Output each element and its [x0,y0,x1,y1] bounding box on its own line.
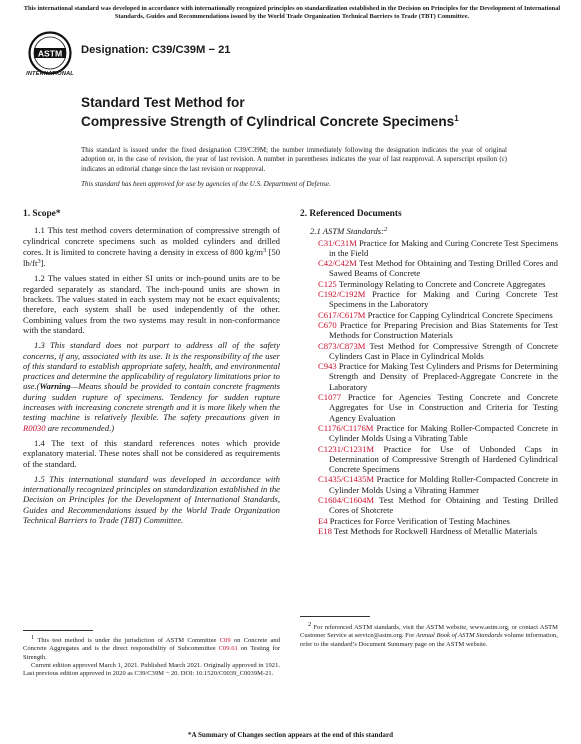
reference-title: Practice for Making and Curing Concrete Test Specimens in the Field [329,237,558,258]
referenced-docs-heading: 2. Referenced Documents [300,209,402,219]
summary-of-changes-note: *A Summary of Changes section appears at the end of this standard [187,731,394,739]
reference-code-link[interactable]: C42/C42M [318,258,357,269]
reference-title: Practices for Force Verification of Testing Machines [327,515,510,526]
reference-item [310,341,558,362]
reference-code-link[interactable]: C1176/C1176M [318,422,374,433]
left-column [23,209,280,530]
reference-item [310,526,558,536]
reference-code-link[interactable]: C125 [318,278,337,289]
reference-code-link[interactable]: C192/C192M [318,289,366,300]
issued-note: This standard is issued under the fixed designation C39/C39M; the number immediately following the designation indicates the year of original adoption or, in the case of revision, the year of last revision. A number in parentheses indicates the year of last reapproval. A superscript epsilon (ε) indicates an editorial change since the last revision or reapproval. [81,146,507,173]
reference-code-link[interactable]: E18 [318,525,332,536]
reference-title: Practice for Making Test Cylinders and Prisms for Determining Strength and Density of Preplaced-Aggregate Concrete in the Laboratory [329,361,558,392]
reference-code-link[interactable]: C1231/C1231M [318,443,375,454]
para-1-2: 1.2 The values stated in either SI units or inch-pound units are to be regarded separately as standard. The inch-pound units are shown in brackets. The values stated in each system may not be exact equivalents; therefore, each system shall be used independently of the other. Combining values from the two systems may result in non-conformance with the standard. [23,273,280,335]
astm-logo-icon [28,31,72,75]
reference-code-link[interactable]: C617/C617M [318,309,366,320]
title-line-1: Standard Test Method for [81,95,245,110]
right-column [300,209,558,536]
reference-code-link[interactable]: C670 [318,319,337,330]
reference-item [310,423,558,444]
reference-code-link[interactable]: C1604/C1604M [318,495,375,506]
reference-title: Test Method for Obtaining and Testing Drilled Cores and Sawed Beams of Concrete [329,258,558,279]
logo-wordmark: INTERNATIONAL [26,71,74,77]
reference-code-link[interactable]: C1435/C1435M [318,474,375,485]
reference-title: Practice for Making Roller-Compacted Concrete in Cylinder Molds Using a Vibrating Table [329,422,558,444]
ref-link-R0030[interactable]: R0030 [23,422,46,433]
logo-text: ASTM [37,48,63,59]
reference-item [310,495,558,516]
reference-list [300,238,558,537]
approved-note: This standard has been approved for use by agencies of the U.S. Department of Defense. [81,180,331,188]
reference-item [310,238,558,259]
footnote-2: 2 For referenced ASTM standards, visit the ASTM website, www.astm.org, or contact ASTM Customer Service at service@astm.org. For Annual Book of ASTM Standards volume information, refer to the standard’s Document Summary page on the ASTM website. [300,621,558,648]
para-1-5: 1.5 This international standard was developed in accordance with internationally recognized principles on standardization established in the Decision on Principles for the Development of International Standards, Guides and Recommendations issued by the World Trade Organization Technical Barriers to Trade (TBT) Committee. [23,473,280,526]
reference-title: Practice for Making and Curing Concrete Test Specimens in the Laboratory [329,289,558,310]
reference-code-link[interactable]: C873/C873M [318,340,366,351]
reference-item [310,444,558,475]
reference-item [310,279,558,289]
reference-item [310,392,558,423]
document-title [81,95,459,129]
reference-item [310,258,558,279]
title-line-2: Compressive Strength of Cylindrical Concrete Specimens$^1$ [81,113,459,129]
reference-code-link[interactable]: C1077 [318,392,342,403]
link-C09[interactable]: C09 [219,637,231,644]
reference-title: Test Methods for Rockwell Hardness of Metallic Materials [331,525,538,536]
reference-item [310,289,558,310]
reference-title: Practice for Preparing Precision and Bias Statements for Test Methods for Construction Materials [329,319,558,341]
reference-title: Practice for Capping Cylindrical Concrete Specimens [365,309,553,320]
reference-item [310,361,558,392]
reference-title: Practice for Agencies Testing Concrete and Concrete Aggregates for Use in Construction and Criteria for Testing Agency Evaluation [329,392,558,423]
reference-title: Test Method for Compressive Strength of Concrete Cylinders Cast in Place in Cylindrical Molds [329,340,558,361]
reference-item [310,310,558,320]
reference-title: Practice for Use of Unbonded Caps in Determination of Compressive Strength of Hardened Cylindrical Concrete Specimens [329,443,558,475]
designation: Designation: C39/C39M − 21 [81,44,231,56]
reference-item [310,516,558,526]
reference-item [310,474,558,495]
para-1-3: 1.3 This standard does not purport to address all of the safety concerns, if any, associated with its use. It is the responsibility of the user of this standard to establish appropriate safety, health, and environmental practices and determine the applicability of regulatory limitations prior to use.(Warning—Means should be provided to contain concrete fragments during sudden rupture of specimens. Tendency for sudden rupture increases with increasing concrete strength and it is more likely when the testing machine is relatively flexible. The safety precautions given in R0030 are recommended.) [23,340,280,433]
reference-item [310,320,558,341]
astm-standards-subheading: 2.1 ASTM Standards:$^2$ [310,226,388,237]
reference-title: Terminology Relating to Concrete and Concrete Aggregates [336,278,546,289]
footnote-1: 1 This test method is under the jurisdiction of ASTM Committee C09 on Concrete and Concrete Aggregates and is the direct responsibility of Subcommittee C09.61 on Testing for Strength. Current edition approved March 1, 2021. Published March 2021. Originally approved in 1921. Last previous edition approved in 2020 as C39/C39M − 20. DOI: 10.1520/C0039_C0039M-21. [23,634,281,678]
footnote-rule-right [300,616,370,617]
para-1-4: 1.4 The text of this standard references notes which provide explanatory material. These notes shall not be considered as requirements of the standard. [23,437,280,469]
warning-label: Warning [39,381,71,392]
reference-title: Test Method for Obtaining and Testing Drilled Cores of Shotcrete [329,495,558,516]
footnote-marker: 1 [454,113,459,123]
reference-title: Practice for Molding Roller-Compacted Concrete in Cylinder Molds Using a Vibrating Hammer [329,474,558,495]
reference-code-link[interactable]: E4 [318,515,328,526]
reference-code-link[interactable]: C31/C31M [318,237,357,248]
footnote-rule-left [23,630,93,631]
para-1-1: 1.1 This test method covers determination of compressive strength of cylindrical concrete specimens such as molded cylinders and drilled cores. It is limited to concrete having a density in excess of 800 $kg/m^3$ [50 $lb/ft^3$]. [23,225,281,269]
tbt-notice: This international standard was developed in accordance with internationally recognized principles on standardization established in the Decision on Principles for the Development of International Standards, Guides and Recommendations issued by the World Trade Organization Technical Barriers to Trade (TBT) Committee. [23,5,561,20]
scope-heading: 1. Scope* [23,209,61,219]
reference-code-link[interactable]: C943 [318,361,337,372]
link-C09-61[interactable]: C09.61 [218,645,238,653]
